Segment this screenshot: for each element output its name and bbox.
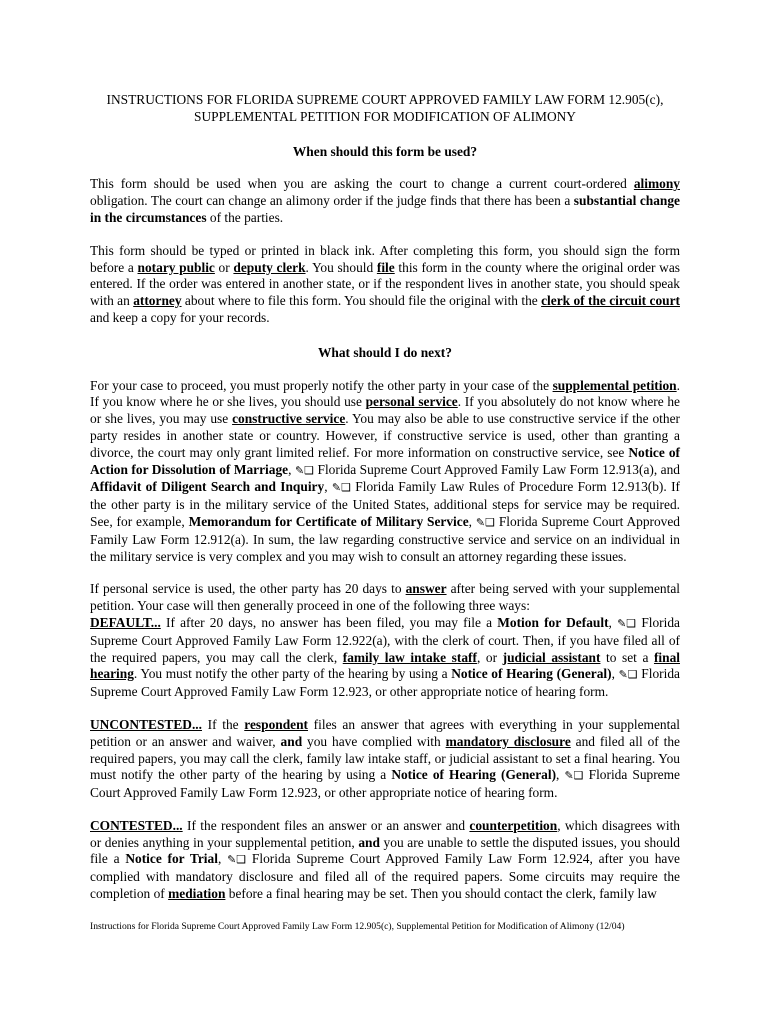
text: you have complied with <box>302 733 446 749</box>
heading-what-next: What should I do next? <box>318 344 452 360</box>
paragraph-purpose <box>90 176 680 226</box>
term-answer: answer <box>405 581 447 597</box>
text: This form should be used when you are asking the court to change a current court-ordered <box>90 176 634 192</box>
term-constructive-service: constructive service <box>232 411 346 427</box>
text: This form should be typed or printed in black ink. After completing this form, you should sign the form before a <box>90 242 680 275</box>
text: If after 20 days, no answer has been filed, you may file a <box>160 614 498 630</box>
form-icon: ✎❑ <box>618 668 638 682</box>
form-notice-of-action: Notice of Action for Dissolution of Marriage <box>90 444 680 477</box>
heading-when-used: When should this form be used? <box>292 143 478 159</box>
text: , <box>324 479 332 495</box>
term-clerk-of-circuit-court: clerk of the circuit court <box>541 293 680 309</box>
form-icon: ✎❑ <box>331 481 351 495</box>
text: Florida Supreme Court Approved Family Law Form 12.923, or other appropriate notice of hearing form. <box>90 666 680 700</box>
term-substantial-change: substantial change in the circumstances <box>90 193 680 225</box>
term-final-hearing: final hearing <box>90 649 680 682</box>
text: . You should <box>305 259 377 275</box>
document-page <box>90 92 680 919</box>
term-alimony: alimony <box>633 176 680 192</box>
form-notice-for-trial: Notice for Trial <box>125 851 218 867</box>
text: , <box>288 461 295 477</box>
text: . You must notify the other party of the hearing by using a <box>133 666 452 682</box>
text: , <box>556 767 565 783</box>
term-supplemental-petition: supplemental petition <box>552 377 677 393</box>
text: If personal service is used, the other party has 20 days to <box>90 581 406 597</box>
text: Florida Supreme Court Approved Family Law Form 12.924, after you have complied with mandatory disclosure and filed all of the required papers. Some circuits may require the completion of <box>90 851 681 902</box>
text: . You may also be able to use constructive service if the other party resides in another state or country. However, if constructive service is used, other than granting a divorce, the court may only grant limited relief. For more information on constructive service, see <box>90 411 680 460</box>
term-default: DEFAULT... <box>90 614 161 630</box>
paragraph-default <box>90 581 680 701</box>
term-deputy-clerk: deputy clerk <box>233 259 306 275</box>
text: , <box>608 614 618 630</box>
term-judicial-assistant: judicial assistant <box>502 649 601 665</box>
text: obligation. The court can change an alimony order if the judge finds that there has been a <box>90 193 574 209</box>
form-memorandum-military-service: Memorandum for Certificate of Military Service <box>188 513 469 529</box>
text: Florida Family Law Rules of Procedure Form 12.913(b). If the other party is in the military service of the United States, additional steps for service may be required. See, for example, <box>90 479 680 529</box>
title-line-1: INSTRUCTIONS FOR FLORIDA SUPREME COURT APPROVED FAMILY LAW FORM 12.905(c), <box>106 92 664 107</box>
term-file: file <box>376 259 395 275</box>
text: Florida Supreme Court Approved Family Law Form 12.912(a). In sum, the law regarding constructive service and service on an individual in the military service is very complex and you may wish to consult an attorney regarding these issues. <box>90 513 681 564</box>
paragraph-filing <box>90 243 680 327</box>
text: of the parties. <box>206 209 284 225</box>
document-title <box>90 92 680 126</box>
text: files an answer that agrees with everything in your supplemental petition or an answer and waiver, <box>90 716 680 749</box>
text: , <box>217 851 228 867</box>
term-respondent: respondent <box>244 716 309 732</box>
text: before a final hearing may be set. Then you should contact the clerk, family law <box>225 886 657 902</box>
text: If the respondent files an answer or an answer and <box>182 817 470 833</box>
text: to set a <box>600 649 654 665</box>
paragraph-contested <box>90 818 680 903</box>
term-family-law-intake-staff: family law intake staff <box>342 649 477 665</box>
term-attorney: attorney <box>133 293 182 309</box>
form-notice-of-hearing: Notice of Hearing (General) <box>451 666 612 682</box>
term-counterpetition: counterpetition <box>469 817 558 833</box>
text: and keep a copy for your records. <box>90 309 270 325</box>
term-mandatory-disclosure: mandatory disclosure <box>445 733 571 749</box>
form-icon: ✎❑ <box>294 463 315 477</box>
emphasis-and: and <box>358 834 380 850</box>
text: you are unable to settle the disputed issues, you should file a <box>90 834 680 867</box>
text: or <box>214 259 234 275</box>
text: If the <box>201 716 245 732</box>
text: , which disagrees with or denies anything in your supplemental petition, <box>90 817 680 850</box>
text: Florida Supreme Court Approved Family Law Form 12.923, or other appropriate notice of hearing form. <box>90 767 680 801</box>
form-icon: ✎❑ <box>475 515 495 529</box>
term-uncontested: UNCONTESTED... <box>90 716 202 732</box>
form-icon: ✎❑ <box>227 853 247 867</box>
text: about where to file this form. You should file the original with the <box>181 293 542 309</box>
text: and filed all of the required papers, you may call the clerk, family law intake staff, or judicial assistant to set a final hearing. You must notify the other party of the hearing by using a <box>90 733 680 783</box>
term-personal-service: personal service <box>365 394 458 410</box>
paragraph-uncontested <box>90 717 680 802</box>
emphasis-and: and <box>280 733 303 749</box>
text: , <box>468 513 476 529</box>
text: . If you know where he or she lives, you should use <box>90 377 680 410</box>
text: , or <box>476 649 503 665</box>
text: Florida Supreme Court Approved Family Law Form 12.922(a), with the clerk of court. Then, if you have filed all of the required papers, you may call the clerk, <box>90 614 680 665</box>
term-notary-public: notary public <box>137 259 215 275</box>
form-icon: ✎❑ <box>617 616 637 630</box>
term-mediation: mediation <box>168 886 226 902</box>
text: after being served with your supplemental petition. Your case will then generally proceed in one of the following three ways: <box>90 581 680 614</box>
paragraph-service <box>90 378 680 566</box>
form-icon: ✎❑ <box>564 769 584 783</box>
text: . If you absolutely do not know where he or she lives, you may use <box>90 394 680 427</box>
text: Florida Supreme Court Approved Family Law Form 12.913(a), and <box>314 461 680 477</box>
term-contested: CONTESTED... <box>90 817 183 833</box>
form-affidavit-diligent-search: Affidavit of Diligent Search and Inquiry <box>90 479 325 495</box>
form-motion-for-default: Motion for Default <box>497 614 609 630</box>
text: For your case to proceed, you must properly notify the other party in your case of the <box>90 377 553 393</box>
title-line-2: SUPPLEMENTAL PETITION FOR MODIFICATION OF ALIMONY <box>194 108 576 124</box>
text: , <box>611 666 619 682</box>
text: this form in the county where the original order was entered. If the order was entered in another state, or if the respondent lives in another state, you should speak with an <box>90 259 680 309</box>
page-footer: Instructions for Florida Supreme Court Approved Family Law Form 12.905(c), Supplemental Petition for Modification of Alimony (12/04) <box>90 921 625 932</box>
form-notice-of-hearing: Notice of Hearing (General) <box>391 767 557 783</box>
